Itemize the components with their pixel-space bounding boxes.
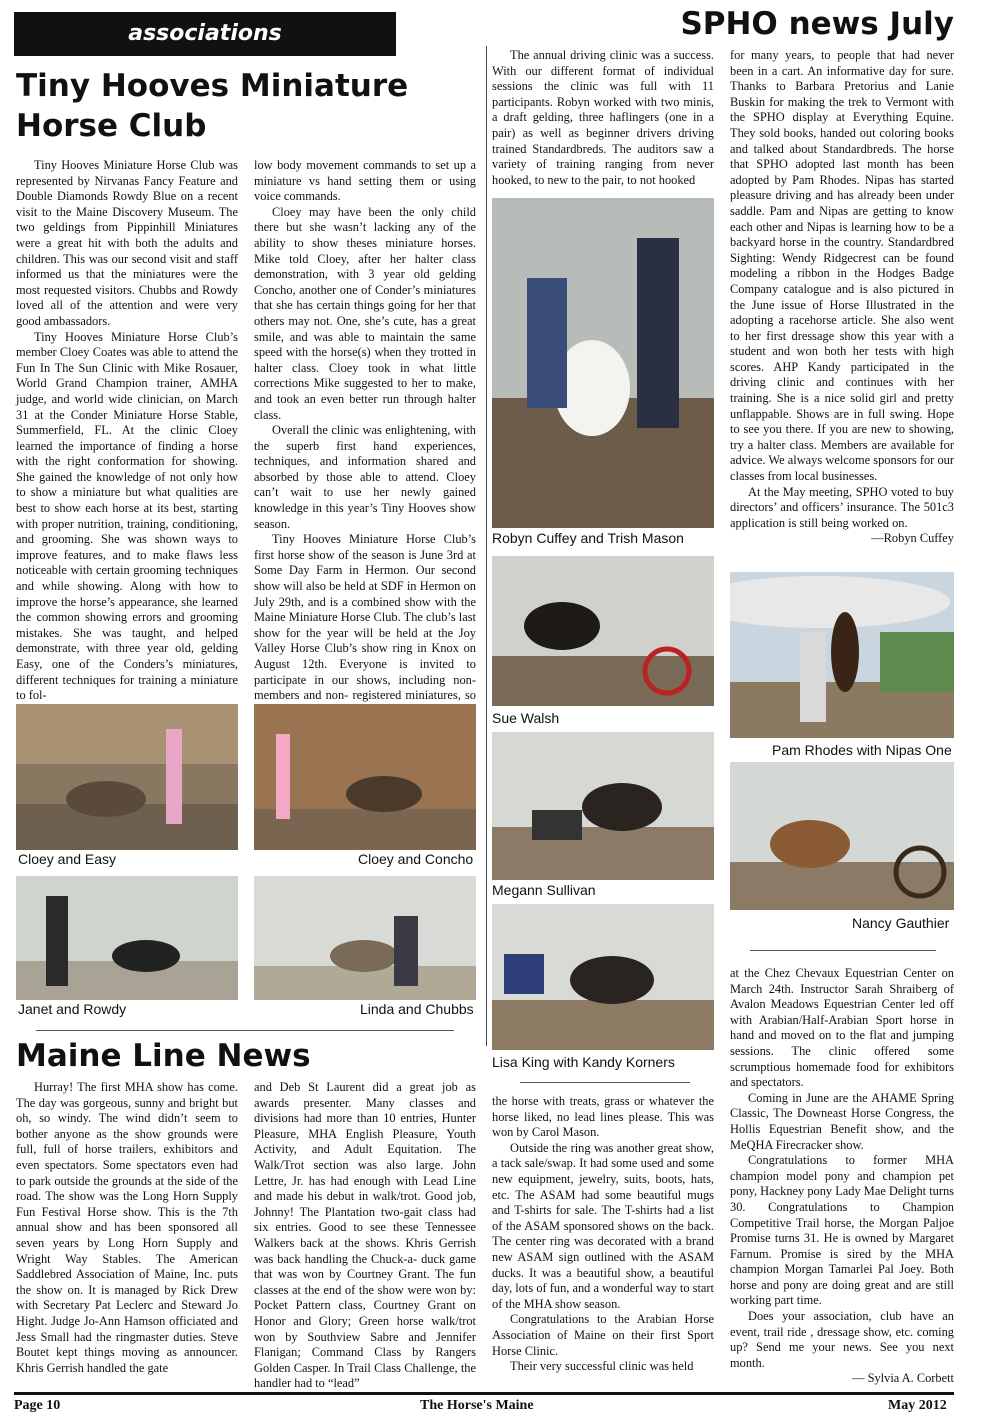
photo-pam-rhodes <box>730 572 954 738</box>
caption: Megann Sullivan <box>492 882 596 898</box>
caption: Cloey and Concho <box>358 851 474 867</box>
caption: Lisa King with Kandy Korners <box>492 1054 675 1070</box>
article-title-maine-line: Maine Line News <box>16 1038 311 1074</box>
photo-cloey-easy <box>16 704 238 850</box>
paragraph: low body movement commands to set up a miniature vs hand setting them or using voice commands. <box>254 158 476 204</box>
paragraph: Hurray! The first MHA show has come. The day was gorgeous, sunny and bright but oh, so windy. The wind didn’t seem to bother anyone as the show grounds were full, full of horse trailers, exhibitors and even spectators. Some spectators even had to park outside the grounds at the side of the road. The show was the Long Horn Supply Fun Festival Horse show. This is the 7th annual show and has been sponsored all seven years by Long Horn Supply and Wright Way Stables. The American Saddlebred Association of Maine, Inc. puts the show on. It is managed by Rick Drew with Secretary Pat Leclerc and Steward Jo Hight. Judge Jo-Ann Hamson officiated and Jess Small had the ringmaster duties. Steve Boutet kept things moving as announcer. Khris Gerrish handled the gate <box>16 1080 238 1375</box>
spho-column-3 <box>492 48 714 188</box>
maine-line-column-3 <box>492 1094 714 1375</box>
page-number: Page 10 <box>14 1398 61 1413</box>
paragraph: Outside the ring was another great show, a tack sale/swap. It had some used and some new equipment, jewelry, suits, boots, hats, etc. The ASAM had some beautiful mugs and T-shirts for sale. The T-shirts had a list of the ASAM sponsored shows on the back. The center ring was decorated with a brand new ASAM sign outlined with the ASAM ducks. It was a beautiful show, a beautiful day, lots of fun, and a wonderful way to start of the MHA show season. <box>492 1140 714 1311</box>
paragraph: the horse with treats, grass or whatever the horse liked, no lead lines please. This was won by Carol Mason. <box>492 1094 714 1140</box>
caption: Robyn Cuffey and Trish Mason <box>492 530 684 546</box>
masthead-title: SPHO news July <box>680 6 954 42</box>
caption: Pam Rhodes with Nipas One <box>772 742 952 758</box>
photo-janet-rowdy <box>16 876 238 1000</box>
tiny-hooves-column-1 <box>16 158 238 704</box>
column-divider <box>486 46 487 1046</box>
photo-sue-walsh <box>492 556 714 706</box>
divider <box>750 950 936 951</box>
article-title-tiny-hooves: Tiny Hooves Miniature Horse Club <box>16 68 409 144</box>
photo-lisa-king <box>492 904 714 1050</box>
photo-nancy-gauthier <box>730 762 954 910</box>
paragraph: for many years, to people that had never been in a cart. An informative day for sure. Thanks to Barbara Pretorius and Lanie Buskin for making the trek to Vermont with the SPHO display at Everything Equine. They sold books, handed out coloring books and talked about Standardbreds. The horse that SPHO adopted last month has been adopted by Pam Rhodes. Nipas has started pleasure driving and has already been under saddle. Pam and Nipas are getting to know each other and Nipas is learning how to be a backyard horse in the country. Standardbred Sighting: Wendy Ridgecrest can be found modeling a ribbon in the Hodges Badge Company catalogue and is also pictured in the June issue of Horse Illustrated in the adopting a racehorse article. She also went to her first dressage show this year with a student and won both her tests with high scores. AHP Kandy participated in the driving clinic and continues with her training. She is a nice solid girl and pretty unflappable. Shows are in full swing. Hope to see you there. If you are new to showing, try a halter class. Members are available for advice. We always welcome sponsors for our classes from local businesses. <box>730 48 954 484</box>
caption: Cloey and Easy <box>18 851 117 867</box>
caption: Sue Walsh <box>492 710 560 726</box>
caption: Nancy Gauthier <box>852 915 950 931</box>
paragraph: Does your association, club have an event, trail ride , dressage show, etc. coming up? Send me your news. See you next month. <box>730 1309 954 1370</box>
paragraph: The annual driving clinic was a success. With our different format of individual sessions the clinic was full with 11 participants. Robyn worked with two minis, a draft gelding, three haflingers (one in a pair) as well as beginner drivers driving trained Standardbreds. The auditors saw a variety of training ranging from never hooked, to new to the pair, to not hooked <box>492 48 714 187</box>
caption: Linda and Chubbs <box>360 1001 474 1017</box>
photo-cloey-concho <box>254 704 476 850</box>
maine-line-column-1 <box>16 1080 238 1376</box>
paragraph: Tiny Hooves Miniature Horse Club’s first horse show of the season is June 3rd at Some Day Farm in Hermon. Our second show will also be held at SDF in Hermon on July 29th, and is a combined show with the Maine Miniature Horse Club. The club’s last show for the year will be held at the Joy Valley Horse Club’s show ring in Knox on August 12th. Everyone is invited to participate in our shows, including non-members and non- registered miniatures, so <box>254 532 476 703</box>
issue-date: May 2012 <box>888 1398 947 1413</box>
tiny-hooves-column-2 <box>254 158 476 719</box>
paragraph: Overall the clinic was enlightening, with the superb first hand experiences, techniques, and information shared and absorbed by those able to attend. Cloey can’t wait to use her newly gained knowledge in this year’s Tiny Hooves show season. <box>254 423 476 531</box>
paragraph: and Deb St Laurent did a great job as awards presenter. Many classes and divisions had more than 10 entries, Hunter Pleasure, MHA English Pleasure, Youth Activity, and Adult Equitation. The Walk/Trot section was also large. John Lettre, Jr. has had enough with Lead Line and made his debut in walk/trot. Good job, Johnny! The Plantation two-gait class had six entries. Good to see these Tennessee Walkers back at the shows. Khris Gerrish was back handling the Chuck-a- duck game that was won by Courtney Grant. The fun classes at the end of the show were won by: Pocket Pattern class, Courtney Grant on Honor and Glory; Green horse walk/trot won by Southview Sabre and Jennifer Flanigan; Command Class by Rangers Golden Casper. In Trail Class Challenge, the handler had to “lead” <box>254 1080 476 1391</box>
footer-rule <box>14 1392 954 1395</box>
signature: — Sylvia A. Corbett <box>852 1371 954 1386</box>
paragraph: At the May meeting, SPHO voted to buy directors’ and officers’ insurance. The 501c3 application is still being worked on. <box>730 484 954 530</box>
paragraph: Congratulations to former MHA champion model pony and champion pet pony, Hackney pony Lady Mae Delight turns 30. Congratulations to Champion Competitive Trail horse, the Morgan Paljoe Promise turns 31. He is owned by Margaret Farnum. Promise is sired by the MHA champion Morgan Tamarlei Pal Joey. Both horse and pony are doing great and are still working part time. <box>730 1153 954 1308</box>
section-banner: associations <box>14 12 396 56</box>
photo-linda-chubbs <box>254 876 476 1000</box>
paragraph: at the Chez Chevaux Equestrian Center on March 24th. Instructor Sarah Shraiberg of Avalon Meadows Equestrian Center led off with Arabian/Half-Arabian Sport horse in hand and moved on to the flat and jumping sessions. The clinic offered some scrumptious homemade food for exhibitors and spectators. <box>730 966 954 1090</box>
paragraph: Cloey may have been the only child there but she wasn’t lacking any of the ability to show theses miniature horses. Mike told Cloey, after her halter class demonstration, with 3 year old gelding Concho, another one of Conder’s miniatures that she has certain things going for her that others may not. One, she’s cute, has a great smile, and was able to maintain the same speed with the horse(s) when they trotted in halter class. Cloey took in what little corrections Mike suggested to her to make, and took an even better run through halter class. <box>254 204 476 422</box>
paragraph: Their very successful clinic was held <box>510 1359 694 1374</box>
caption: Janet and Rowdy <box>18 1001 127 1017</box>
publication-name: The Horse's Maine <box>420 1398 534 1413</box>
paragraph: Coming in June are the AHAME Spring Classic, The Downeast Horse Congress, the Hollis Equestrian Benefit show, and the MeQHA Firecracker show. <box>730 1090 954 1152</box>
spho-column-4 <box>730 48 954 547</box>
photo-megann-sullivan <box>492 732 714 880</box>
divider <box>36 1030 454 1031</box>
divider <box>520 1082 690 1083</box>
paragraph: Congratulations to the Arabian Horse Association of Maine on their first Sport Horse Clinic. <box>492 1312 714 1358</box>
signature: —Robyn Cuffey <box>871 531 954 546</box>
photo-robyn-trish <box>492 198 714 528</box>
maine-line-column-4 <box>730 966 954 1387</box>
paragraph: Tiny Hooves Miniature Horse Club was represented by Nirvanas Fancy Feature and Double Diamonds Rowdy Blue on a recent visit to the Maine Discovery Museum. The two geldings from Pippinhill Miniatures were a great hit with both the adults and children. This was our second visit and staff informed us that the miniatures were the most requested visitors. Chubbs and Rowdy loved all of the attention and were very good ambassadors. <box>16 158 238 328</box>
maine-line-column-2 <box>254 1080 476 1392</box>
paragraph: Tiny Hooves Miniature Horse Club’s member Cloey Coates was able to attend the Fun In The Sun Clinic with Mike Rosauer, World Grand Champion trainer, AMHA judge, and world wide clinician, on March 31 at the Conder Miniature Horse Stable, Summerfield, FL. At the clinic Cloey learned the importance of finding a horse with the right conformation for showing. She gained the knowledge of not only how to show a miniature but what qualities are best to show each horse at its best, starting with proper nutrition, training, conditioning, and grooming. She was shown ways to improve features, and to make flaws less noticeable with certain grooming techniques and while showing. Along with how to improve the horse’s appearance, she learned the common showing errors and grooming mistakes. She was taught, and helped demonstrate, with three year old, gelding Easy, one of the Conders’s miniatures, different techniques for training a miniature to fol- <box>16 329 238 703</box>
